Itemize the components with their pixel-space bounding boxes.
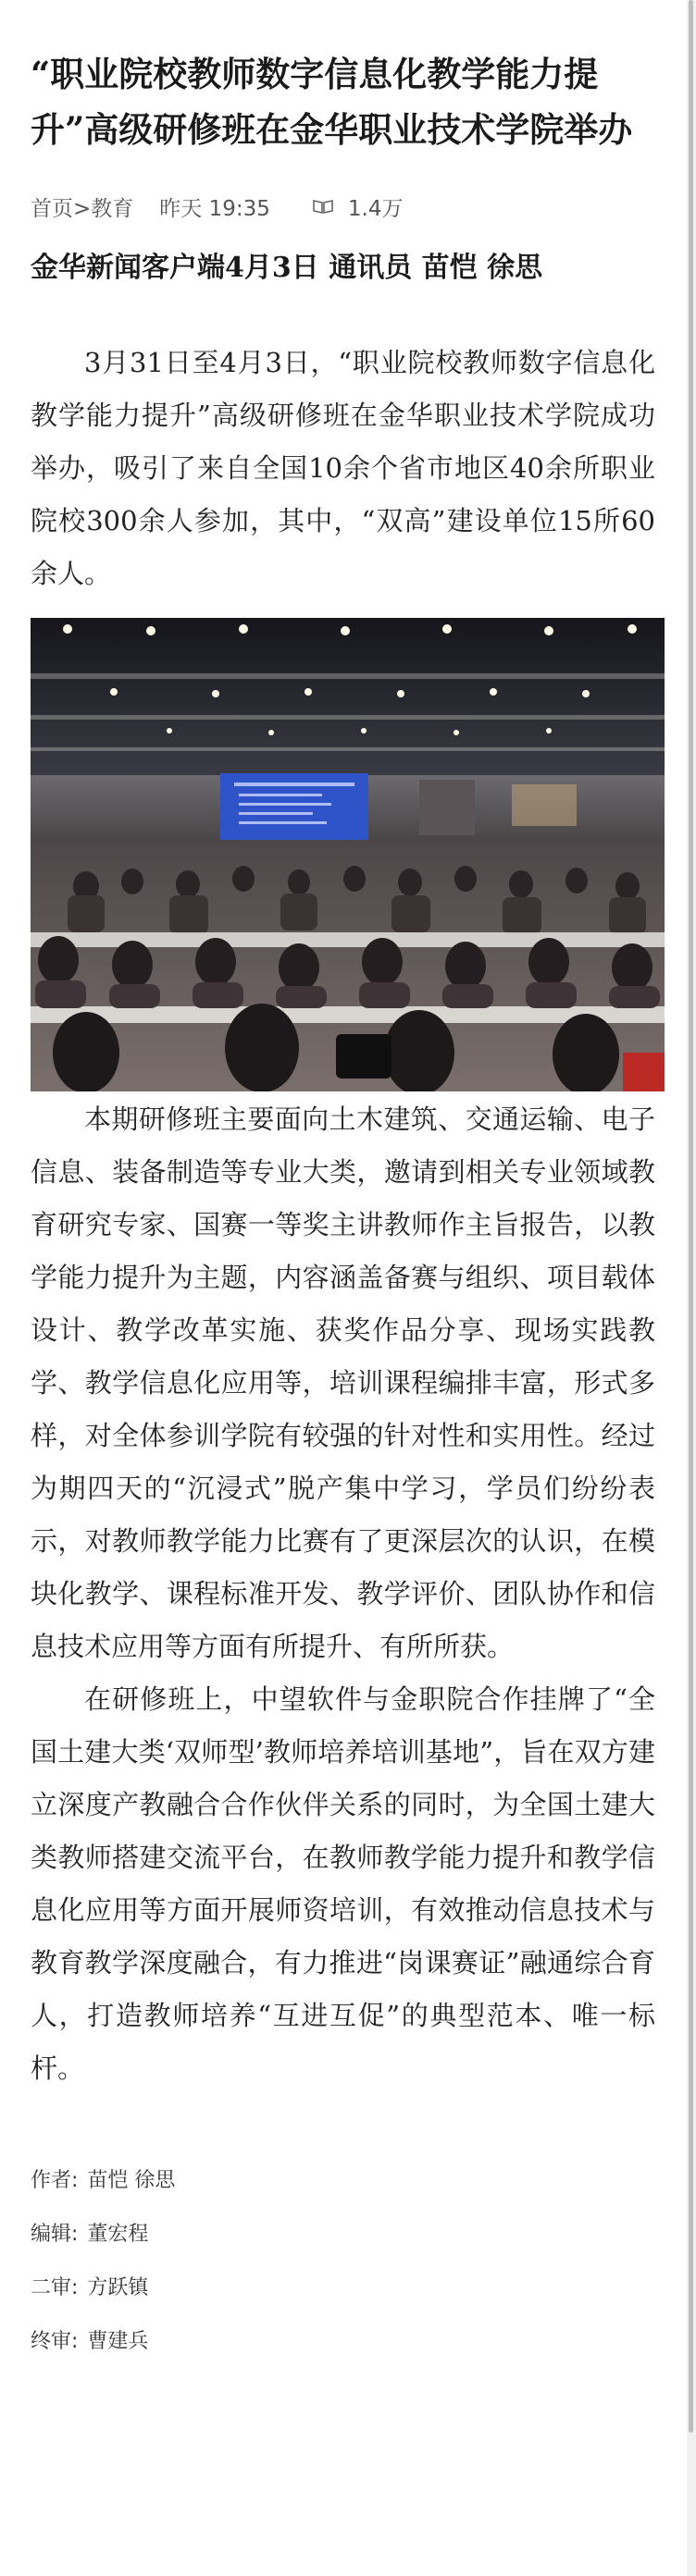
- publish-time: 昨天 19:35: [159, 196, 270, 221]
- credit-key: 二审:: [31, 2276, 79, 2299]
- credit-key: 编辑:: [31, 2223, 79, 2246]
- article-photo[interactable]: [31, 618, 665, 1091]
- credit-value: 曹建兵: [87, 2330, 149, 2353]
- credit-value: 方跃镇: [87, 2276, 149, 2299]
- view-count-value: 1.4万: [347, 196, 404, 221]
- credit-author: [31, 2167, 655, 2221]
- credit-value: 苗恺 徐思: [87, 2169, 176, 2192]
- paragraph-2: 本期研修班主要面向土木建筑、交通运输、电子信息、装备制造等专业大类，邀请到相关专业领域教育研究专家、国赛一等奖主讲教师作主旨报告，以教学能力提升为主题，内容涵盖备赛与组织、项目载体设计、教学改革实施、获奖作品分享、现场实践教学、教学信息化应用等，培训课程编排丰富，形式多样，对全体参训学院有较强的针对性和实用性。经过为期四天的“沉浸式”脱产集中学习，学员们纷纷表示，对教师教学能力比赛有了更深层次的认识，在模块化教学、课程标准开发、教学评价、团队协作和信息技术应用等方面有所提升、有所所获。: [31, 1103, 655, 1662]
- credit-second-review: [31, 2274, 655, 2328]
- book-open-icon: [313, 198, 333, 215]
- article-byline: 金华新闻客户端4月3日 通讯员 苗恺 徐思: [31, 252, 543, 284]
- credit-editor: [31, 2221, 655, 2274]
- breadcrumb[interactable]: 首页>教育: [31, 196, 134, 221]
- view-count: [313, 191, 404, 222]
- credit-value: 董宏程: [87, 2223, 149, 2246]
- credit-key: 作者:: [31, 2169, 79, 2192]
- scrollbar[interactable]: [687, 0, 696, 2576]
- paragraph-1: 3月31日至4月3日，“职业院校教师数字信息化教学能力提升”高级研修班在金华职业技术学院成功举办，吸引了来自全国10余个省市地区40余所职业院校300余人参加，其中，“双高”建设单位15所60余人。: [31, 347, 655, 589]
- article-credits: [31, 2167, 655, 2382]
- article-title: “职业院校教师数字信息化教学能力提升”高级研修班在金华职业技术学院举办: [31, 54, 633, 150]
- credit-final-review: [31, 2328, 655, 2382]
- conference-photo: [31, 618, 665, 1091]
- credit-key: 终审:: [31, 2330, 79, 2353]
- article-meta: [31, 192, 655, 220]
- scrollbar-thumb[interactable]: [689, 0, 693, 2433]
- paragraph-3: 在研修班上，中望软件与金职院合作挂牌了“全国土建大类‘双师型’教师培养培训基地”，旨在双方建立深度产教融合合作伙伴关系的同时，为全国土建大类教师搭建交流平台，在教师教学能力提升和教学信息化应用等方面开展师资培训，有效推动信息技术与教育教学深度融合，有力推进“岗课赛证”融通综合育人，打造教师培养“互进互促”的典型范本、唯一标杆。: [31, 1683, 655, 2084]
